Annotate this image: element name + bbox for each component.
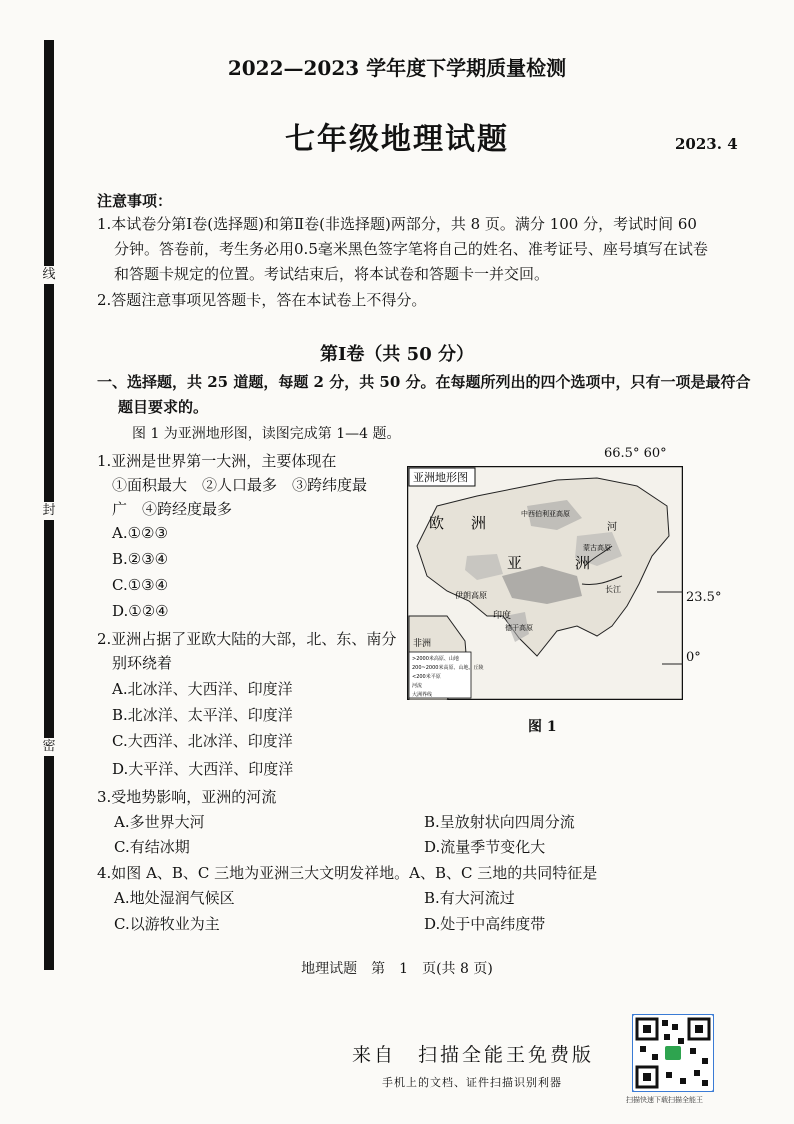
map-label-ya: 亚 [507,554,523,572]
scanner-brand-line: 来自 扫描全能王免费版 [352,1044,595,1066]
q1-statements-1: ①面积最大 ②人口最多 ③跨纬度最 [112,476,368,494]
notes-line-4: 2.答题注意事项见答题卡，答在本试卷上不得分。 [97,291,427,309]
map-label-deccan: 德干高原 [505,624,533,632]
section-instruction-2: 题目要求的。 [118,398,209,416]
notes-line-2: 分钟。答卷前，考生务必用0.5毫米黑色签字笔将自己的姓名、准考证号、座号填写在试卷 [114,240,708,258]
legend-boundary: 大洲界线 [412,692,433,698]
map-label-ou: 欧 [429,514,445,532]
map-label-mongolia: 蒙古高原 [583,544,611,552]
section-instruction-1: 一、选择题，共 25 道题，每题 2 分，共 50 分。在每题所列出的四个选项中，只有一项是最符合 [97,373,751,391]
q2-option-b: B.北冰洋、太平洋、印度洋 [112,706,293,724]
map-top-latitude-labels: 66.5° 60° [604,446,667,461]
q2-stem-1: 2.亚洲占据了亚欧大陆的大部，北、东、南分 [97,630,397,648]
side-mark-mi: 密 [42,739,56,754]
map-label-river: 河 [607,522,617,533]
q4-option-c: C.以游牧业为主 [114,915,220,933]
q3-stem: 3.受地势影响，亚洲的河流 [97,788,277,806]
q3-option-d: D.流量季节变化大 [424,838,546,856]
q3-option-b: B.呈放射状向四周分流 [424,813,575,831]
map-label-zhou-1: 洲 [471,514,487,532]
section-title: 第Ⅰ卷（共 50 分） [319,344,474,365]
map-label-india: 印度 [493,611,512,621]
map-label-zhou-2: 洲 [575,554,591,572]
q1-option-a: A.①②③ [112,524,168,542]
page-footer: 地理试题 第 1 页(共 8 页) [301,961,493,977]
exam-date: 2023. 4 [675,135,738,153]
figure-intro: 图 1 为亚洲地形图，读图完成第 1—4 题。 [132,426,401,442]
q1-option-b: B.②③④ [112,550,169,568]
q4-option-b: B.有大河流过 [424,889,515,907]
q4-option-a: A.地处湿润气候区 [114,889,235,907]
q1-stem: 1.亚洲是世界第一大洲，主要体现在 [97,452,337,470]
map-tropic-label: 23.5° [686,590,722,605]
q1-statements-2: 广 ④跨经度最多 [112,500,233,518]
notes-heading: 注意事项： [97,192,173,210]
map-label-africa: 非洲 [413,639,432,649]
q1-option-c: C.①③④ [112,576,169,594]
map-label-iran: 伊朗高原 [455,591,487,600]
scanner-note: 扫描快速下载扫描全能王 [626,1096,703,1104]
map-equator-label: 0° [686,650,701,665]
notes-line-1: 1.本试卷分第Ⅰ卷(选择题)和第Ⅱ卷(非选择题)两部分，共 8 页。满分 100 分，考试时间 60 [97,215,697,233]
map-label-changjiang: 长江 [605,585,621,594]
figure-caption: 图 1 [528,719,557,735]
exam-session-title: 2022—2023 学年度下学期质量检测 [227,56,567,80]
map-title: 亚洲地形图 [413,471,468,484]
q1-option-d: D.①②④ [112,602,169,620]
legend-mid: 200~2000米高原、山地、丘陵 [412,665,484,671]
scanner-tagline: 手机上的文档、证件扫描识别利器 [382,1076,562,1089]
q2-stem-2: 别环绕着 [112,654,173,672]
notes-line-3: 和答题卡规定的位置。考试结束后，将本试卷和答题卡一并交回。 [114,265,550,283]
exam-title: 七年级地理试题 [285,122,509,157]
q4-stem: 4.如图 A、B、C 三地为亚洲三大文明发祥地。A、B、C 三地的共同特征是 [97,864,598,882]
q3-option-a: A.多世界大河 [114,813,205,831]
q2-option-c: C.大西洋、北冰洋、印度洋 [112,732,293,750]
q4-option-d: D.处于中高纬度带 [424,915,546,933]
legend-river: 河流 [412,683,423,689]
legend-high: >2000米高原、山地 [412,656,459,662]
q2-option-a: A.北冰洋、大西洋、印度洋 [112,680,293,698]
asia-terrain-map [407,466,683,700]
q2-option-d: D.大平洋、大西洋、印度洋 [112,760,294,778]
legend-plain: <200米平原 [412,674,441,680]
side-mark-xian: 线 [42,267,56,282]
side-mark-feng: 封 [42,503,56,518]
map-label-siberia: 中西伯利亚高原 [521,510,570,518]
q3-option-c: C.有结冰期 [114,838,190,856]
qr-code-icon [632,1014,714,1092]
